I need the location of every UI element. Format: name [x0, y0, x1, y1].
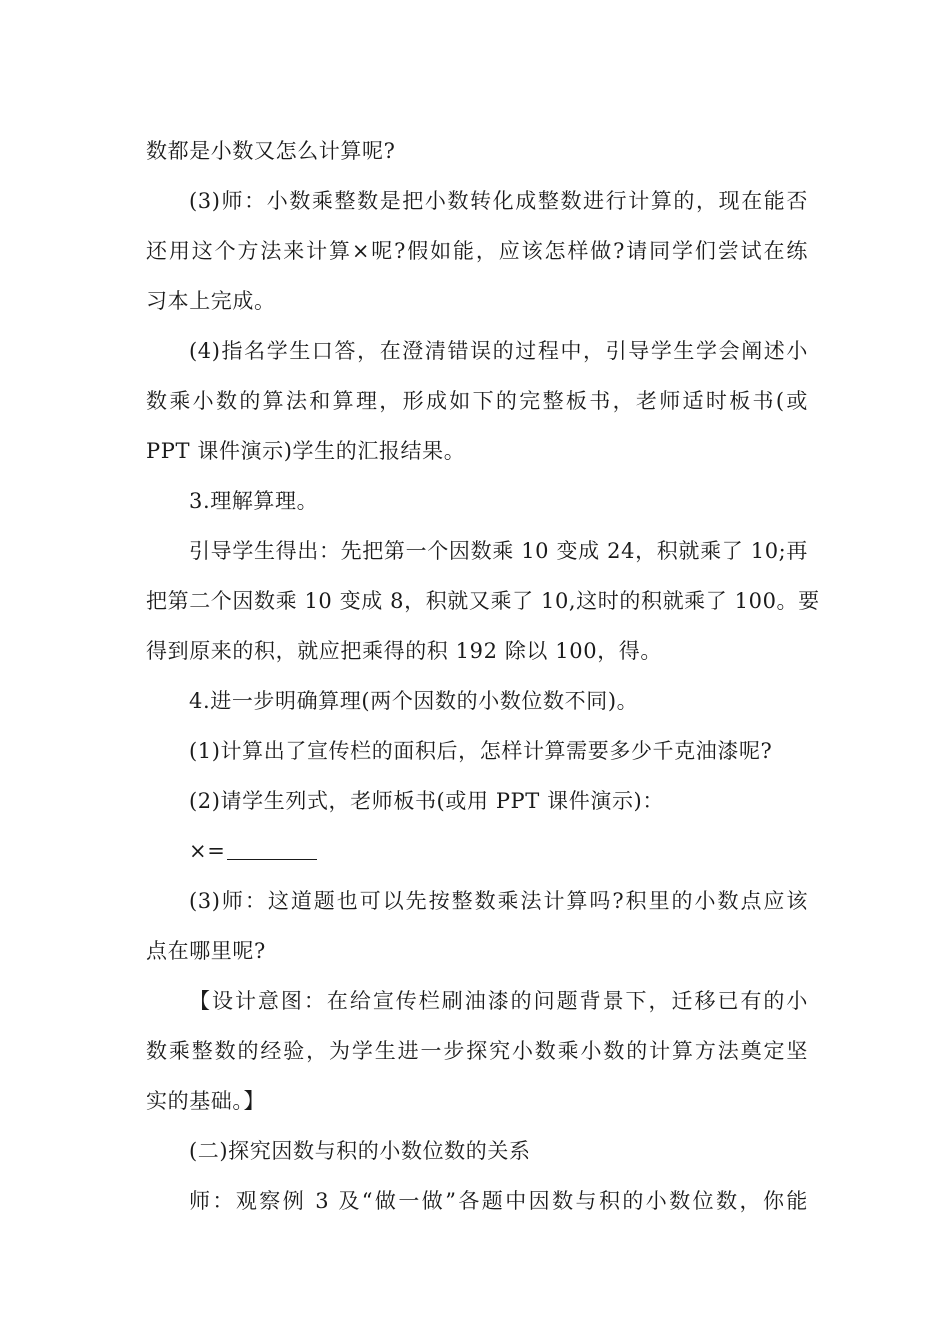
design-intent-line: 数乘整数的经验，为学生进一步探究小数乘小数的计算方法奠定坚 — [146, 1039, 808, 1063]
text-line: 得到原来的积，就应把乘得的积 192 除以 100，得。 — [146, 639, 662, 663]
text-line: 数都是小数又怎么计算呢? — [146, 139, 396, 163]
text-line: 把第二个因数乘 10 变成 8，积就又乘了 10,这时的积就乘了 100。要 — [146, 589, 820, 613]
text-line: PPT 课件演示)学生的汇报结果。 — [146, 439, 466, 463]
text-line: (2)请学生列式，老师板书(或用 PPT 课件演示)： — [189, 789, 664, 813]
text-line: (4)指名学生口答，在澄清错误的过程中，引导学生学会阐述小 — [189, 339, 808, 363]
text-line: 引导学生得出：先把第一个因数乘 10 变成 24，积就乘了 10;再 — [189, 539, 808, 563]
text-line: 数乘小数的算法和算理，形成如下的完整板书，老师适时板书(或 — [146, 389, 808, 413]
section-heading: 4.进一步明确算理(两个因数的小数位数不同)。 — [189, 689, 639, 713]
text-line: 习本上完成。 — [146, 289, 276, 313]
text-line: (3)师：小数乘整数是把小数转化成整数进行计算的，现在能否 — [189, 189, 808, 213]
design-intent-line: 实的基础。】 — [146, 1089, 266, 1113]
text-line: 点在哪里呢? — [146, 939, 266, 963]
text-line: (3)师：这道题也可以先按整数乘法计算吗?积里的小数点应该 — [189, 889, 808, 913]
section-heading: (二)探究因数与积的小数位数的关系 — [189, 1139, 531, 1163]
text-line: (1)计算出了宣传栏的面积后，怎样计算需要多少千克油漆呢? — [189, 739, 773, 763]
formula-line — [189, 836, 317, 866]
answer-blank — [227, 839, 317, 860]
design-intent-line: 【设计意图：在给宣传栏刷油漆的问题背景下，迁移已有的小 — [189, 989, 808, 1013]
text-line: 师：观察例 3 及“做一做”各题中因数与积的小数位数，你能 — [189, 1189, 808, 1213]
text-line: 还用这个方法来计算×呢?假如能，应该怎样做?请同学们尝试在练 — [146, 239, 808, 263]
formula-text: ×= — [189, 839, 226, 863]
section-heading: 3.理解算理。 — [189, 489, 319, 513]
